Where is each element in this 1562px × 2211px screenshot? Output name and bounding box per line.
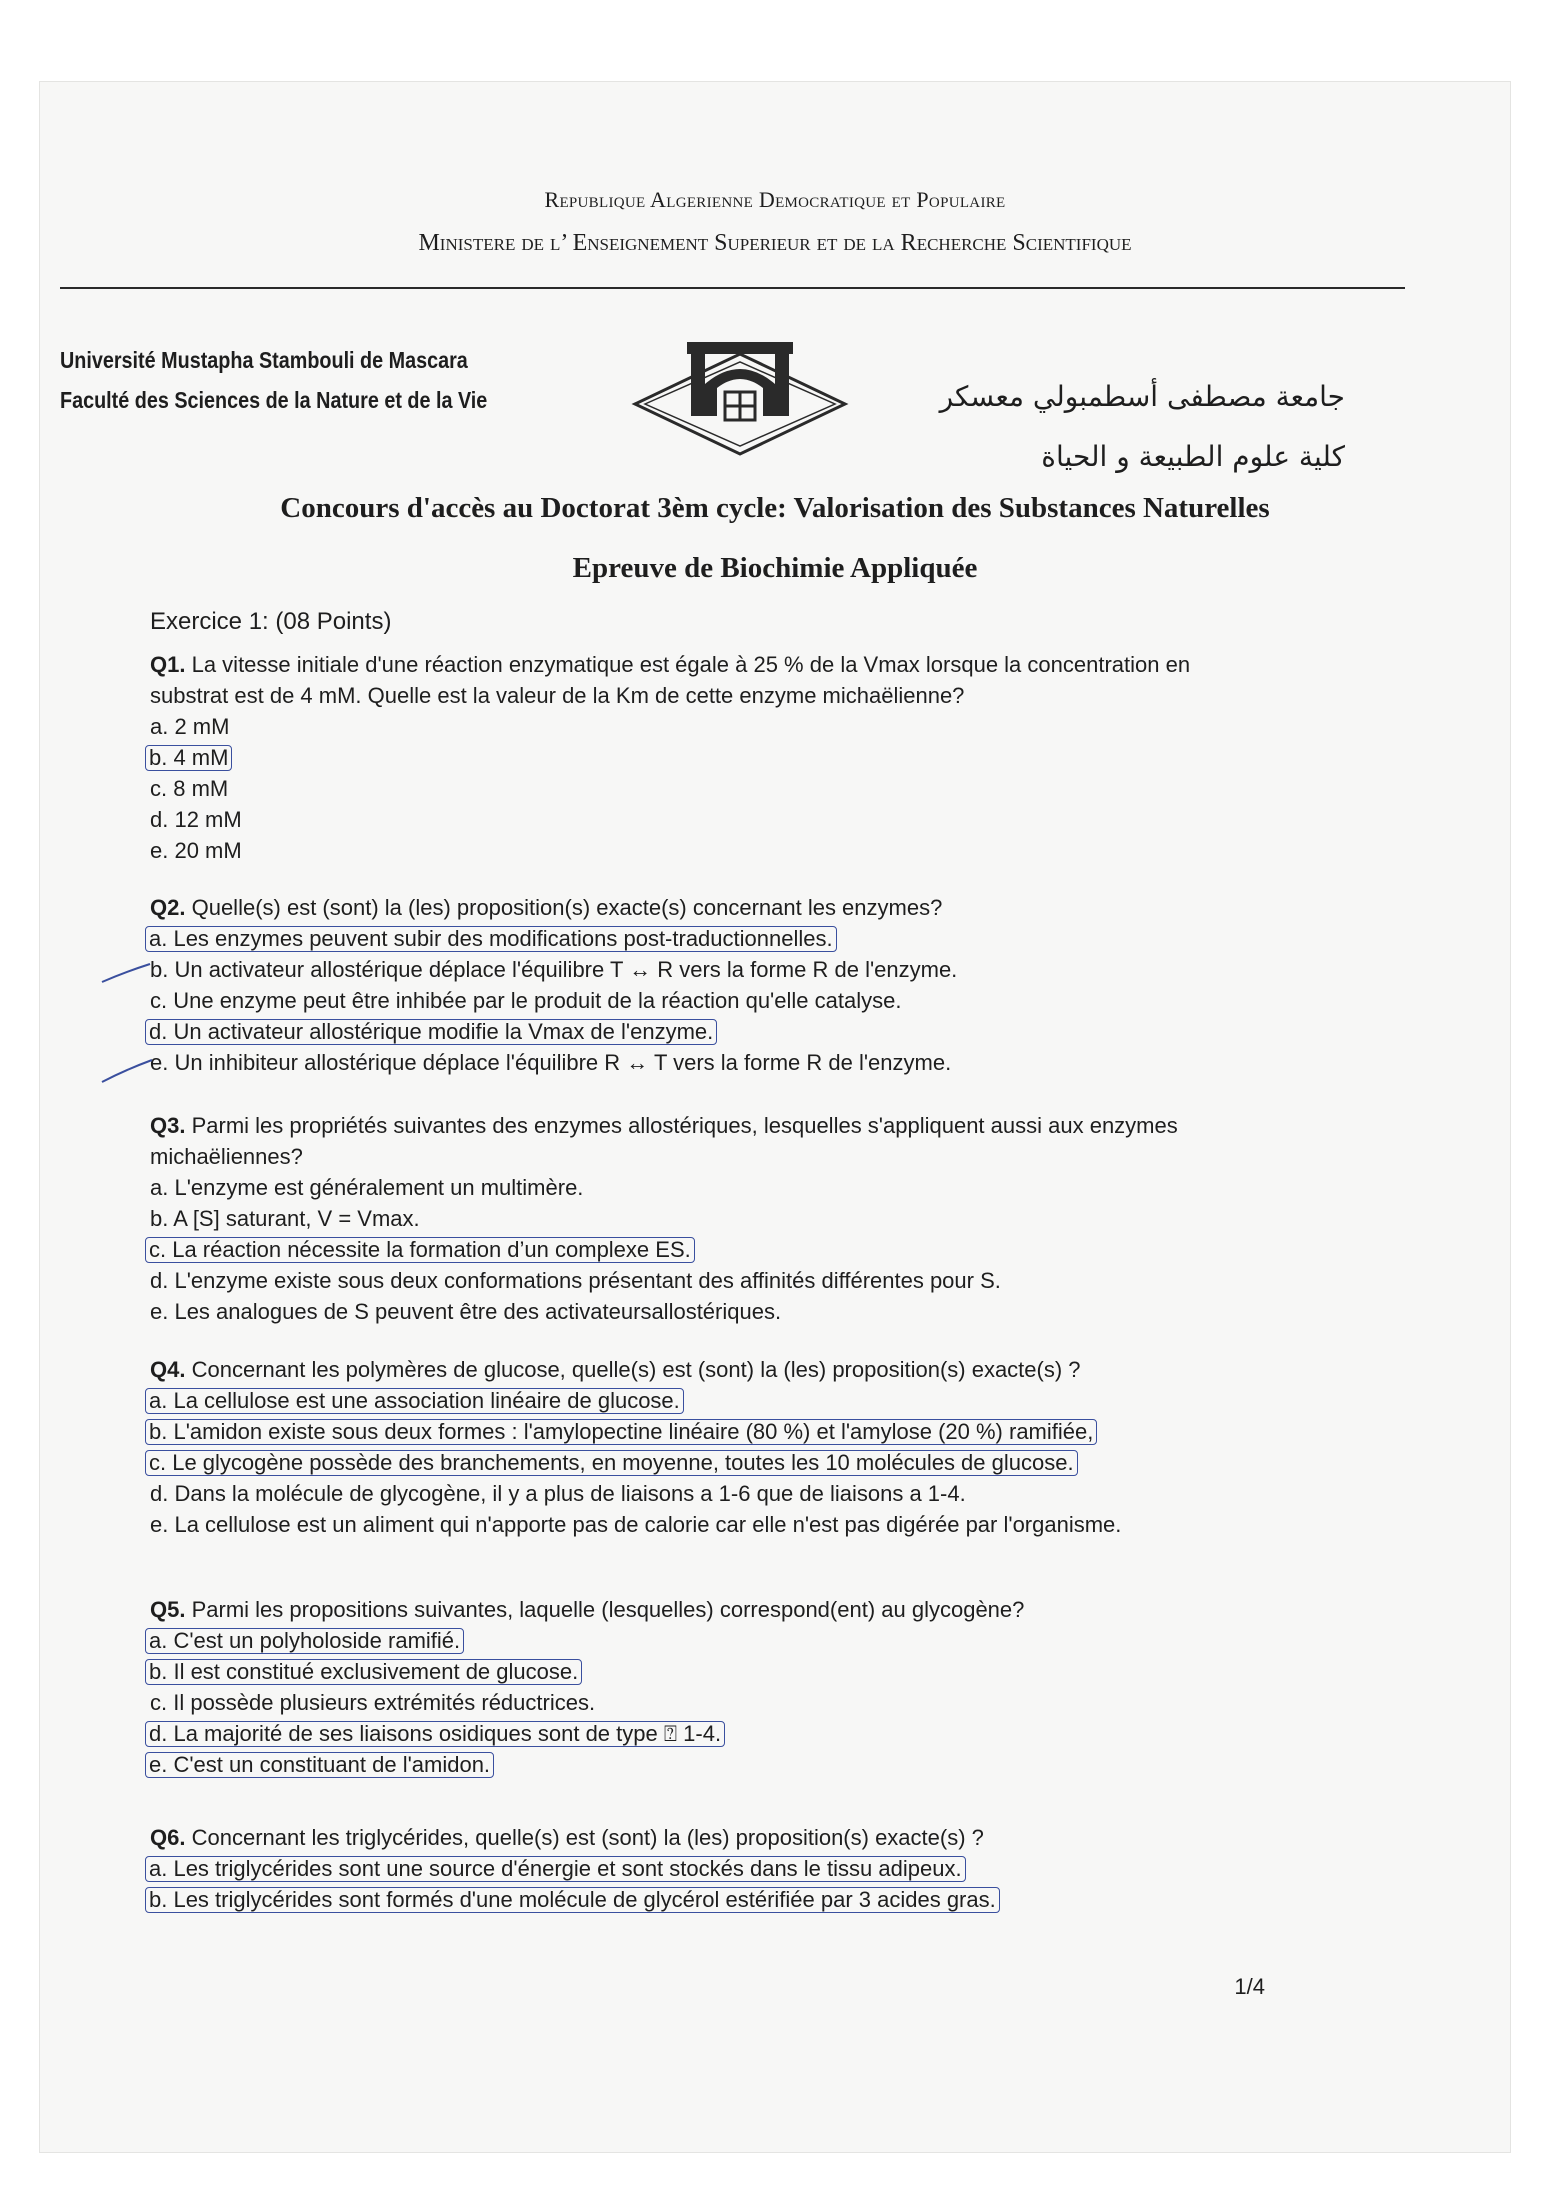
option-e: e. La cellulose est un aliment qui n'apporte pas de calorie car elle n'est pas digérée par l'organisme. xyxy=(150,1512,1122,1537)
marked-answer: b. Les triglycérides sont formés d'une molécule de glycérol estérifiée par 3 acides gras. xyxy=(145,1887,1000,1913)
option-a: a. L'enzyme est généralement un multimère. xyxy=(150,1175,584,1200)
marked-answer: a. La cellulose est une association linéaire de glucose. xyxy=(145,1388,684,1414)
exam-page xyxy=(40,82,1510,2152)
question-6 xyxy=(150,1822,1270,1915)
option-c xyxy=(150,1234,1270,1265)
option-b xyxy=(150,1656,1270,1687)
option-e: e. Les analogues de S peuvent être des activateursallostériques. xyxy=(150,1299,782,1324)
option-a: a. 2 mM xyxy=(150,714,230,739)
question-number: Q5. xyxy=(150,1597,186,1622)
question-text: Parmi les propositions suivantes, laquelle (lesquelles) correspond(ent) au glycogène? xyxy=(191,1597,1025,1622)
question-number: Q3. xyxy=(150,1113,186,1138)
option-c: c. Il possède plusieurs extrémités réductrices. xyxy=(150,1690,596,1715)
option-b xyxy=(150,1416,1270,1447)
option-d xyxy=(150,1016,1270,1047)
option-a xyxy=(150,1625,1270,1656)
marked-answer: e. C'est un constituant de l'amidon. xyxy=(145,1752,494,1778)
marked-answer: a. Les enzymes peuvent subir des modifications post-traductionnelles. xyxy=(145,926,837,952)
header-divider xyxy=(60,287,1405,289)
option-e: e. Un inhibiteur allostérique déplace l'équilibre R ↔ T vers la forme R de l'enzyme. xyxy=(150,1050,952,1075)
contest-title: Concours d'accès au Doctorat 3èm cycle: Valorisation des Substances Naturelles xyxy=(280,492,1270,524)
faculty-name-ar: كلية علوم الطبيعة و الحياة xyxy=(1041,440,1345,473)
option-e xyxy=(150,1749,1270,1780)
option-b: b. A [S] saturant, V = Vmax. xyxy=(150,1206,420,1231)
marked-answer: b. Il est constitué exclusivement de glucose. xyxy=(145,1659,582,1685)
marked-answer: c. Le glycogène possède des branchements, en moyenne, toutes les 10 molécules de glucose. xyxy=(145,1450,1078,1476)
option-d xyxy=(150,1718,1270,1749)
question-number: Q2. xyxy=(150,895,186,920)
option-e: e. 20 mM xyxy=(150,838,242,863)
university-name-fr: Université Mustapha Stambouli de Mascara xyxy=(60,347,468,373)
exercise-heading: Exercice 1: (08 Points) xyxy=(150,608,392,635)
exam-title: Epreuve de Biochimie Appliquée xyxy=(572,552,978,584)
question-number: Q4. xyxy=(150,1357,186,1382)
question-5 xyxy=(150,1594,1270,1780)
question-2 xyxy=(150,892,1270,1078)
option-d: d. L'enzyme existe sous deux conformations présentant des affinités différentes pour S. xyxy=(150,1268,1001,1293)
option-c xyxy=(150,1447,1270,1478)
question-text: Concernant les polymères de glucose, quelle(s) est (sont) la (les) proposition(s) exacte(s) ? xyxy=(191,1357,1081,1382)
faculty-name-fr: Faculté des Sciences de la Nature et de la Vie xyxy=(60,387,488,413)
page-number: 1/4 xyxy=(1234,1974,1265,1999)
marked-answer: a. Les triglycérides sont une source d'énergie et sont stockés dans le tissu adipeux. xyxy=(145,1856,966,1882)
question-text: Concernant les triglycérides, quelle(s) est (sont) la (les) proposition(s) exacte(s) ? xyxy=(191,1825,984,1850)
university-logo xyxy=(625,314,855,474)
question-4 xyxy=(150,1354,1270,1540)
option-b xyxy=(150,742,1270,773)
question-number: Q1. xyxy=(150,652,186,677)
marked-answer: c. La réaction nécessite la formation d’un complexe ES. xyxy=(145,1237,695,1263)
marked-answer: b. L'amidon existe sous deux formes : l'amylopectine linéaire (80 %) et l'amylose (20 %) ramifiée, xyxy=(145,1419,1097,1445)
marked-answer: d. La majorité de ses liaisons osidiques sont de type ⍰ 1-4. xyxy=(145,1721,725,1747)
university-name-ar: جامعة مصطفى أسطمبولي معسكر xyxy=(939,380,1345,413)
marked-answer: d. Un activateur allostérique modifie la Vmax de l'enzyme. xyxy=(145,1019,717,1045)
option-a xyxy=(150,1853,1270,1884)
university-block-fr xyxy=(60,340,487,420)
option-a xyxy=(150,923,1270,954)
option-b: b. Un activateur allostérique déplace l'équilibre T ↔ R vers la forme R de l'enzyme. xyxy=(150,957,958,982)
question-text: Quelle(s) est (sont) la (les) proposition(s) exacte(s) concernant les enzymes? xyxy=(191,895,943,920)
option-b xyxy=(150,1884,1270,1915)
question-text: Parmi les propriétés suivantes des enzymes allostériques, lesquelles s'appliquent aussi aux enzymes michaëliennes? xyxy=(150,1113,1178,1169)
university-block-ar xyxy=(940,367,1345,487)
question-3 xyxy=(150,1110,1270,1327)
question-text: La vitesse initiale d'une réaction enzymatique est égale à 25 % de la Vmax lorsque la concentration en substrat est de 4 mM. Quelle est la valeur de la Km de cette enzyme michaëlienne? xyxy=(150,652,1191,708)
option-c: c. 8 mM xyxy=(150,776,229,801)
option-a xyxy=(150,1385,1270,1416)
option-d: d. Dans la molécule de glycogène, il y a plus de liaisons a 1-6 que de liaisons a 1-4. xyxy=(150,1481,966,1506)
option-d: d. 12 mM xyxy=(150,807,242,832)
country-header: Republique Algerienne Democratique et Populaire xyxy=(544,187,1006,212)
marked-answer: a. C'est un polyholoside ramifié. xyxy=(145,1628,464,1654)
option-c: c. Une enzyme peut être inhibée par le produit de la réaction qu'elle catalyse. xyxy=(150,988,902,1013)
question-1 xyxy=(150,649,1270,866)
question-number: Q6. xyxy=(150,1825,186,1850)
ministry-header: Ministere de l’ Enseignement Superieur et de la Recherche Scientifique xyxy=(418,230,1132,256)
marked-answer: b. 4 mM xyxy=(145,745,232,771)
